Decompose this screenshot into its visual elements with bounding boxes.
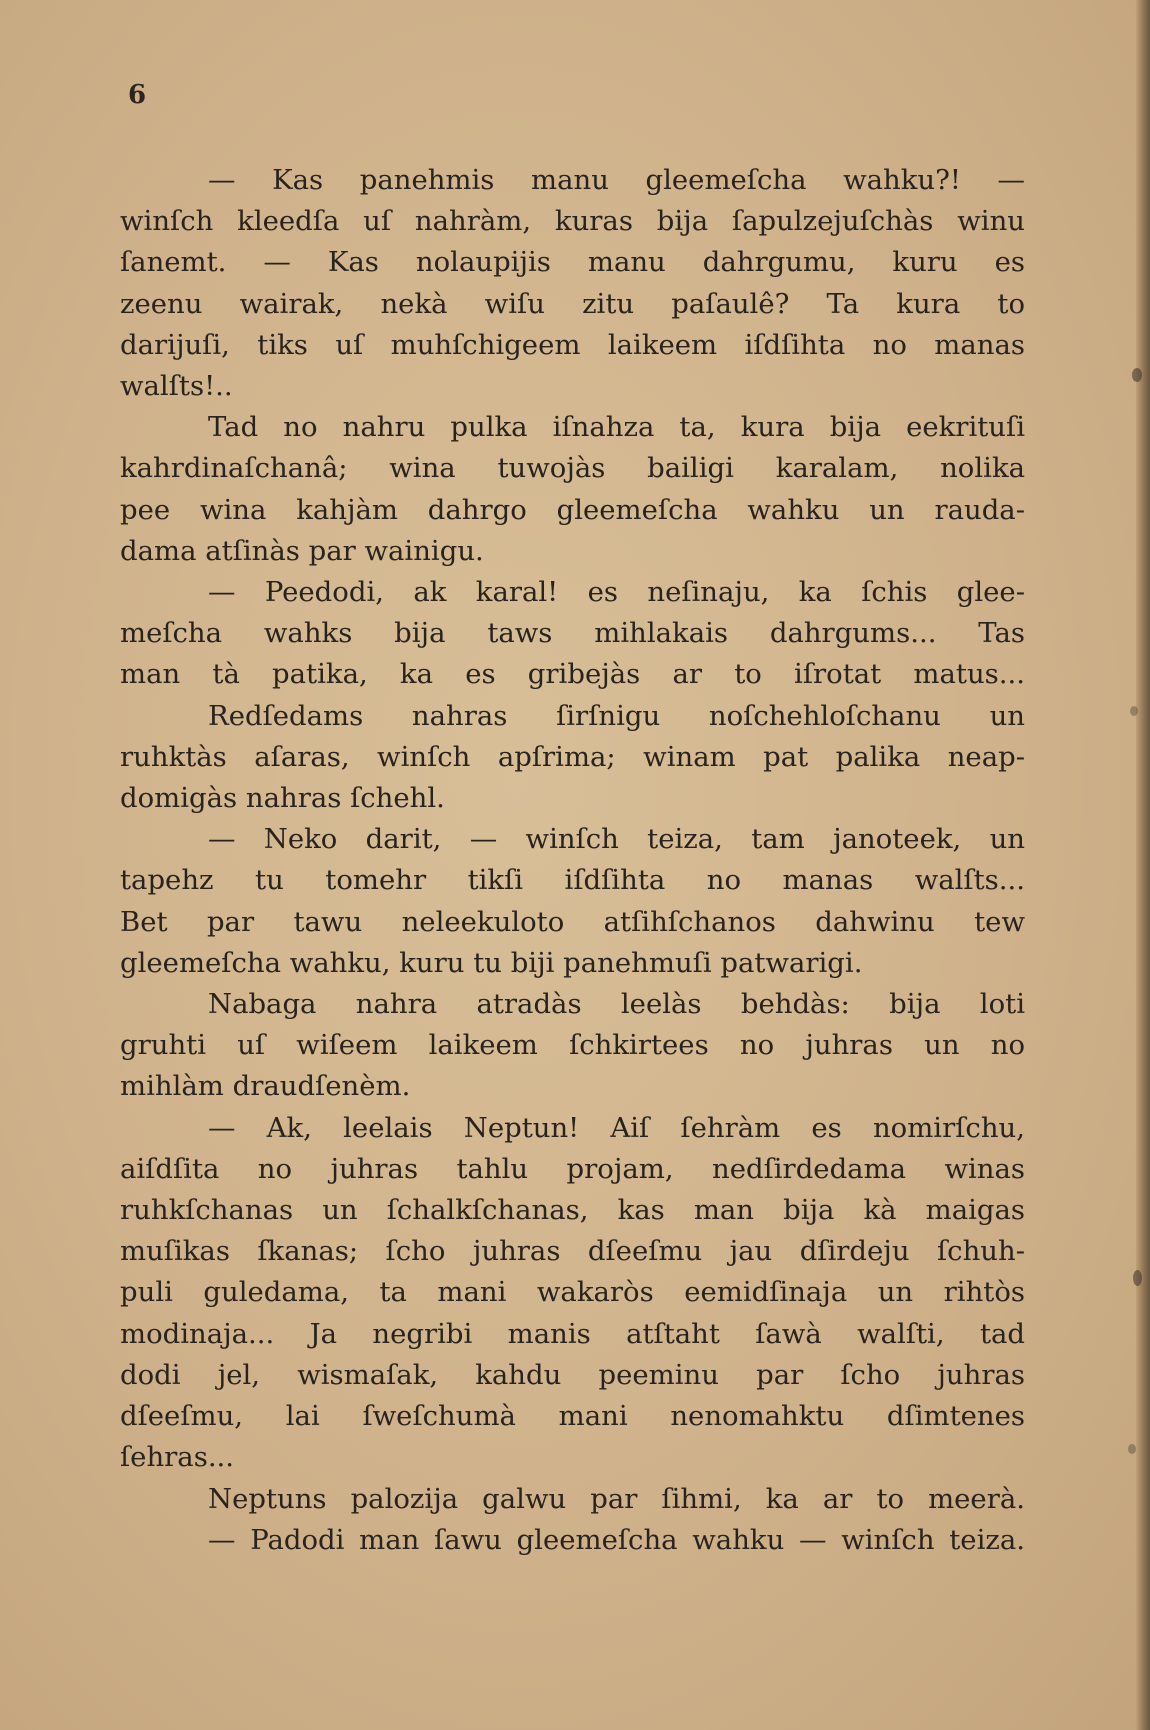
- text-line: winſch kleedſa uſ nahràm, kuras bija ſapulzejuſchàs winu: [120, 205, 1025, 238]
- text-line: walſts!..: [120, 370, 233, 403]
- text-line: pee wina kahjàm dahrgo gleemeſcha wahku un rauda-: [120, 493, 1025, 526]
- text-line: ruhkſchanas un ſchalkſchanas, kas man bija kà maigas: [120, 1194, 1025, 1227]
- text-line: meſcha wahks bija taws mihlakais dahrgums... Tas: [120, 617, 1025, 650]
- text-line: ruhktàs aſaras, winſch apſrima; winam pat palika neap-: [120, 740, 1025, 773]
- text-line: mihlàm draudſenèm.: [120, 1070, 411, 1103]
- text-line: muſikas ſkanas; ſcho juhras dſeeſmu jau dſirdeju ſchuh-: [120, 1235, 1025, 1268]
- text-line: zeenu wairak, nekà wiſu zitu paſaulê? Ta kura to: [120, 287, 1025, 320]
- text-line: man tà patika, ka es gribejàs ar to iſrotat matus...: [120, 658, 1025, 691]
- text-line: Redſedams nahras ſirſnigu noſchehloſchanu un: [208, 699, 1025, 732]
- text-line: aiſdſita no juhras tahlu projam, nedſirdedama winas: [120, 1152, 1025, 1185]
- text-line: domigàs nahras ſchehl.: [120, 782, 445, 815]
- ink-spot: [1130, 706, 1138, 716]
- page-number: 6: [128, 80, 147, 110]
- text-line: Neptuns palozija galwu par ſihmi, ka ar to meerà.: [208, 1482, 1025, 1515]
- body-text: [120, 160, 1025, 1561]
- text-line: Nabaga nahra atradàs leelàs behdàs: bija loti: [208, 988, 1025, 1021]
- text-line: dſeeſmu, lai ſweſchumà mani nenomahktu dſimtenes: [120, 1400, 1025, 1433]
- text-line: puli guledama, ta mani wakaròs eemidſinaja un rihtòs: [120, 1276, 1025, 1309]
- ink-spot: [1128, 1444, 1136, 1454]
- text-line: — Ak, leelais Neptun! Aiſ ſehràm es nomirſchu,: [208, 1111, 1025, 1144]
- text-line: ſanemt. — Kas nolaupijis manu dahrgumu, kuru es: [120, 246, 1025, 279]
- text-line: dodi jel, wismaſak, kahdu peeminu par ſcho juhras: [120, 1358, 1025, 1391]
- text-line: — Neko darit, — winſch teiza, tam janoteek, un: [208, 823, 1025, 856]
- text-line: modinaja... Ja negribi manis atſtaht ſawà walſti, tad: [120, 1317, 1025, 1350]
- text-line: tapehz tu tomehr tikſi iſdſihta no manas walſts...: [120, 864, 1025, 897]
- text-line: — Kas panehmis manu gleemeſcha wahku?! —: [208, 164, 1025, 196]
- text-line: gleemeſcha wahku, kuru tu biji panehmuſi patwarigi.: [120, 946, 863, 979]
- text-line: Tad no nahru pulka iſnahza ta, kura bija eekrituſi: [208, 411, 1025, 444]
- text-line: — Peedodi, ak karal! es neſinaju, ka ſchis glee-: [208, 576, 1025, 609]
- text-line: — Padodi man ſawu gleemeſcha wahku — winſch teiza.: [208, 1523, 1025, 1556]
- ink-spot: [1133, 1270, 1142, 1286]
- text-line: kahrdinaſchanâ; wina tuwojàs bailigi karalam, nolika: [120, 452, 1025, 485]
- text-line: Bet par tawu neleekuloto atſihſchanos dahwinu tew: [120, 905, 1025, 938]
- text-line: dama atſinàs par wainigu.: [120, 534, 484, 567]
- ink-spot: [1132, 368, 1142, 382]
- text-line: darijuſi, tiks uſ muhſchigeem laikeem iſdſihta no manas: [120, 328, 1025, 361]
- text-line: ſehras...: [120, 1441, 235, 1474]
- page-edge: [1136, 0, 1150, 1730]
- text-line: gruhti uſ wiſeem laikeem ſchkirtees no juhras un no: [120, 1029, 1025, 1062]
